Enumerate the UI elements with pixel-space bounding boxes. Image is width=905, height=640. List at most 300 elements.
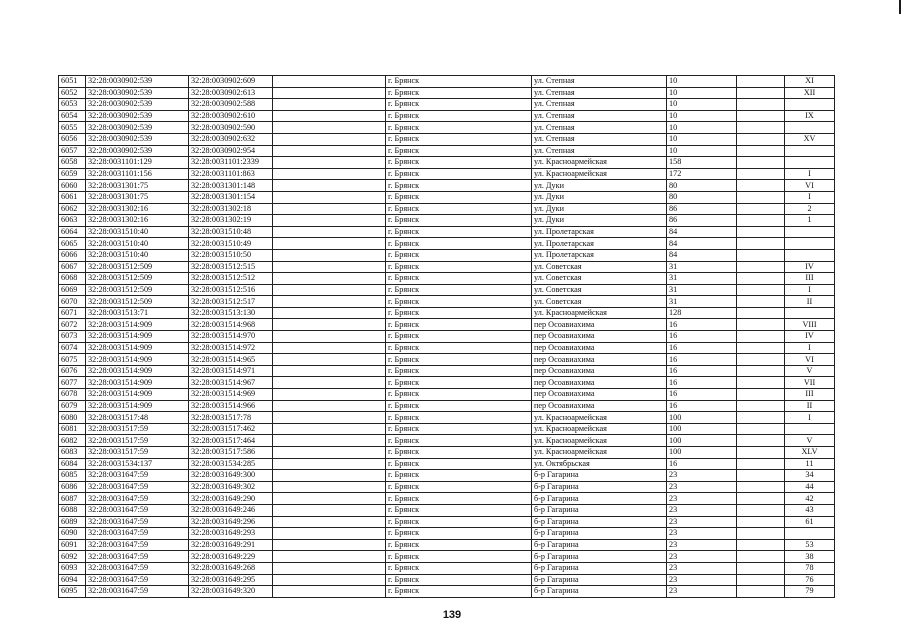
flat-number-cell: 42	[785, 493, 835, 505]
empty-cell	[273, 562, 386, 574]
table-row	[59, 400, 835, 412]
cadastral-number-cell: 32:28:0031649:268	[189, 562, 273, 574]
parent-cadastral-number-cell: 32:28:0031647:59	[86, 528, 189, 540]
city-cell: г. Брянск	[386, 504, 532, 516]
house-number-cell: 23	[667, 574, 737, 586]
house-number-cell: 128	[667, 307, 737, 319]
street-cell: ул. Красноармейская	[532, 412, 667, 424]
house-number-cell: 23	[667, 586, 737, 598]
street-cell: ул. Степная	[532, 99, 667, 111]
building-cell	[737, 342, 785, 354]
house-number-cell: 16	[667, 342, 737, 354]
empty-cell	[273, 458, 386, 470]
row-number-cell: 6084	[59, 458, 86, 470]
house-number-cell: 16	[667, 400, 737, 412]
street-cell: ул. Дуки	[532, 203, 667, 215]
flat-number-cell: 76	[785, 574, 835, 586]
building-cell	[737, 377, 785, 389]
house-number-cell: 10	[667, 122, 737, 134]
cadastral-number-cell: 32:28:0031301:148	[189, 180, 273, 192]
street-cell: б-р Гагарина	[532, 551, 667, 563]
city-cell: г. Брянск	[386, 562, 532, 574]
building-cell	[737, 389, 785, 401]
table-row	[59, 389, 835, 401]
row-number-cell: 6058	[59, 157, 86, 169]
building-cell	[737, 76, 785, 88]
row-number-cell: 6090	[59, 528, 86, 540]
table-row	[59, 528, 835, 540]
table-row	[59, 412, 835, 424]
building-cell	[737, 157, 785, 169]
empty-cell	[273, 470, 386, 482]
flat-number-cell	[785, 226, 835, 238]
building-cell	[737, 133, 785, 145]
cadastral-number-cell: 32:28:0030902:632	[189, 133, 273, 145]
flat-number-cell: IX	[785, 110, 835, 122]
flat-number-cell: IV	[785, 261, 835, 273]
parent-cadastral-number-cell: 32:28:0031647:59	[86, 481, 189, 493]
table-row	[59, 122, 835, 134]
street-cell: ул. Дуки	[532, 215, 667, 227]
street-cell: ул. Пролетарская	[532, 249, 667, 261]
table-row	[59, 238, 835, 250]
empty-cell	[273, 180, 386, 192]
table-row	[59, 273, 835, 285]
city-cell: г. Брянск	[386, 528, 532, 540]
empty-cell	[273, 377, 386, 389]
city-cell: г. Брянск	[386, 203, 532, 215]
cadastral-number-cell: 32:28:0031517:586	[189, 447, 273, 459]
parent-cadastral-number-cell: 32:28:0031647:59	[86, 516, 189, 528]
building-cell	[737, 226, 785, 238]
house-number-cell: 16	[667, 365, 737, 377]
flat-number-cell: XV	[785, 133, 835, 145]
flat-number-cell: 44	[785, 481, 835, 493]
city-cell: г. Брянск	[386, 226, 532, 238]
house-number-cell: 31	[667, 284, 737, 296]
empty-cell	[273, 226, 386, 238]
city-cell: г. Брянск	[386, 157, 532, 169]
table-row	[59, 133, 835, 145]
row-number-cell: 6085	[59, 470, 86, 482]
empty-cell	[273, 389, 386, 401]
empty-cell	[273, 284, 386, 296]
house-number-cell: 100	[667, 423, 737, 435]
parent-cadastral-number-cell: 32:28:0031512:509	[86, 273, 189, 285]
street-cell: пер Осоавиахима	[532, 400, 667, 412]
row-number-cell: 6072	[59, 319, 86, 331]
parent-cadastral-number-cell: 32:28:0031510:40	[86, 249, 189, 261]
city-cell: г. Брянск	[386, 412, 532, 424]
table-row	[59, 215, 835, 227]
table-row	[59, 481, 835, 493]
flat-number-cell: III	[785, 273, 835, 285]
table-row	[59, 493, 835, 505]
city-cell: г. Брянск	[386, 76, 532, 88]
city-cell: г. Брянск	[386, 87, 532, 99]
empty-cell	[273, 238, 386, 250]
empty-cell	[273, 574, 386, 586]
row-number-cell: 6095	[59, 586, 86, 598]
building-cell	[737, 365, 785, 377]
table-row	[59, 447, 835, 459]
table-row	[59, 377, 835, 389]
city-cell: г. Брянск	[386, 122, 532, 134]
cadastral-number-cell: 32:28:0031301:154	[189, 191, 273, 203]
street-cell: б-р Гагарина	[532, 574, 667, 586]
building-cell	[737, 331, 785, 343]
empty-cell	[273, 423, 386, 435]
street-cell: б-р Гагарина	[532, 539, 667, 551]
cadastral-number-cell: 32:28:0031649:293	[189, 528, 273, 540]
city-cell: г. Брянск	[386, 470, 532, 482]
flat-number-cell: 38	[785, 551, 835, 563]
cadastral-number-cell: 32:28:0031649:295	[189, 574, 273, 586]
building-cell	[737, 447, 785, 459]
flat-number-cell: XI	[785, 76, 835, 88]
flat-number-cell: XII	[785, 87, 835, 99]
street-cell: пер Осоавиахима	[532, 389, 667, 401]
house-number-cell: 16	[667, 354, 737, 366]
row-number-cell: 6092	[59, 551, 86, 563]
street-cell: пер Осоавиахима	[532, 331, 667, 343]
city-cell: г. Брянск	[386, 458, 532, 470]
row-number-cell: 6089	[59, 516, 86, 528]
house-number-cell: 31	[667, 273, 737, 285]
street-cell: ул. Степная	[532, 133, 667, 145]
parent-cadastral-number-cell: 32:28:0030902:539	[86, 76, 189, 88]
cadastral-number-cell: 32:28:0031512:512	[189, 273, 273, 285]
empty-cell	[273, 249, 386, 261]
building-cell	[737, 110, 785, 122]
street-cell: ул. Советская	[532, 284, 667, 296]
table-row	[59, 365, 835, 377]
empty-cell	[273, 191, 386, 203]
margin-mark	[899, 0, 901, 14]
flat-number-cell: VIII	[785, 319, 835, 331]
table-row	[59, 458, 835, 470]
flat-number-cell	[785, 528, 835, 540]
parent-cadastral-number-cell: 32:28:0031510:40	[86, 226, 189, 238]
house-number-cell: 10	[667, 99, 737, 111]
street-cell: пер Осоавиахима	[532, 365, 667, 377]
flat-number-cell	[785, 249, 835, 261]
street-cell: б-р Гагарина	[532, 493, 667, 505]
city-cell: г. Брянск	[386, 377, 532, 389]
house-number-cell: 172	[667, 168, 737, 180]
house-number-cell: 16	[667, 389, 737, 401]
cadastral-number-cell: 32:28:0031302:18	[189, 203, 273, 215]
cadastral-number-cell: 32:28:0031512:517	[189, 296, 273, 308]
street-cell: б-р Гагарина	[532, 562, 667, 574]
flat-number-cell: 11	[785, 458, 835, 470]
house-number-cell: 16	[667, 331, 737, 343]
row-number-cell: 6078	[59, 389, 86, 401]
street-cell: ул. Степная	[532, 87, 667, 99]
empty-cell	[273, 551, 386, 563]
street-cell: б-р Гагарина	[532, 481, 667, 493]
table-row	[59, 249, 835, 261]
row-number-cell: 6067	[59, 261, 86, 273]
cadastral-number-cell: 32:28:0031513:130	[189, 307, 273, 319]
row-number-cell: 6079	[59, 400, 86, 412]
empty-cell	[273, 435, 386, 447]
table-row	[59, 296, 835, 308]
building-cell	[737, 562, 785, 574]
flat-number-cell: 79	[785, 586, 835, 598]
table-row	[59, 562, 835, 574]
row-number-cell: 6064	[59, 226, 86, 238]
flat-number-cell: VI	[785, 354, 835, 366]
row-number-cell: 6087	[59, 493, 86, 505]
building-cell	[737, 249, 785, 261]
street-cell: ул. Степная	[532, 76, 667, 88]
flat-number-cell: I	[785, 412, 835, 424]
street-cell: ул. Красноармейская	[532, 423, 667, 435]
building-cell	[737, 551, 785, 563]
parent-cadastral-number-cell: 32:28:0031517:59	[86, 447, 189, 459]
building-cell	[737, 586, 785, 598]
street-cell: ул. Советская	[532, 261, 667, 273]
empty-cell	[273, 504, 386, 516]
city-cell: г. Брянск	[386, 215, 532, 227]
flat-number-cell	[785, 307, 835, 319]
parent-cadastral-number-cell: 32:28:0031647:59	[86, 493, 189, 505]
city-cell: г. Брянск	[386, 319, 532, 331]
street-cell: пер Осоавиахима	[532, 377, 667, 389]
city-cell: г. Брянск	[386, 307, 532, 319]
building-cell	[737, 458, 785, 470]
building-cell	[737, 238, 785, 250]
cadastral-number-cell: 32:28:0030902:588	[189, 99, 273, 111]
cadastral-number-cell: 32:28:0031649:302	[189, 481, 273, 493]
row-number-cell: 6088	[59, 504, 86, 516]
parent-cadastral-number-cell: 32:28:0031647:59	[86, 539, 189, 551]
house-number-cell: 23	[667, 504, 737, 516]
empty-cell	[273, 331, 386, 343]
parent-cadastral-number-cell: 32:28:0031512:509	[86, 261, 189, 273]
city-cell: г. Брянск	[386, 447, 532, 459]
parent-cadastral-number-cell: 32:28:0031517:59	[86, 423, 189, 435]
house-number-cell: 23	[667, 516, 737, 528]
city-cell: г. Брянск	[386, 284, 532, 296]
house-number-cell: 84	[667, 226, 737, 238]
flat-number-cell: V	[785, 435, 835, 447]
parent-cadastral-number-cell: 32:28:0031512:509	[86, 296, 189, 308]
table-row	[59, 504, 835, 516]
table-row	[59, 191, 835, 203]
house-number-cell: 23	[667, 528, 737, 540]
building-cell	[737, 122, 785, 134]
building-cell	[737, 528, 785, 540]
building-cell	[737, 481, 785, 493]
flat-number-cell: VII	[785, 377, 835, 389]
building-cell	[737, 180, 785, 192]
row-number-cell: 6051	[59, 76, 86, 88]
row-number-cell: 6086	[59, 481, 86, 493]
flat-number-cell	[785, 122, 835, 134]
building-cell	[737, 296, 785, 308]
house-number-cell: 80	[667, 191, 737, 203]
cadastral-number-cell: 32:28:0031517:464	[189, 435, 273, 447]
parent-cadastral-number-cell: 32:28:0031514:909	[86, 365, 189, 377]
cadastral-number-cell: 32:28:0031101:863	[189, 168, 273, 180]
street-cell: ул. Степная	[532, 122, 667, 134]
city-cell: г. Брянск	[386, 365, 532, 377]
cadastral-number-cell: 32:28:0031514:966	[189, 400, 273, 412]
city-cell: г. Брянск	[386, 354, 532, 366]
row-number-cell: 6057	[59, 145, 86, 157]
row-number-cell: 6077	[59, 377, 86, 389]
house-number-cell: 100	[667, 447, 737, 459]
table-row	[59, 574, 835, 586]
row-number-cell: 6091	[59, 539, 86, 551]
parent-cadastral-number-cell: 32:28:0030902:539	[86, 122, 189, 134]
city-cell: г. Брянск	[386, 435, 532, 447]
parent-cadastral-number-cell: 32:28:0031514:909	[86, 377, 189, 389]
flat-number-cell: III	[785, 389, 835, 401]
empty-cell	[273, 273, 386, 285]
empty-cell	[273, 99, 386, 111]
cadastral-number-cell: 32:28:0031514:969	[189, 389, 273, 401]
empty-cell	[273, 481, 386, 493]
house-number-cell: 10	[667, 76, 737, 88]
empty-cell	[273, 307, 386, 319]
house-number-cell: 84	[667, 249, 737, 261]
parent-cadastral-number-cell: 32:28:0031534:137	[86, 458, 189, 470]
cadastral-number-cell: 32:28:0031517:462	[189, 423, 273, 435]
street-cell: б-р Гагарина	[532, 528, 667, 540]
city-cell: г. Брянск	[386, 493, 532, 505]
building-cell	[737, 215, 785, 227]
row-number-cell: 6068	[59, 273, 86, 285]
parent-cadastral-number-cell: 32:28:0031514:909	[86, 354, 189, 366]
table-row	[59, 87, 835, 99]
street-cell: пер Осоавиахима	[532, 354, 667, 366]
cadastral-number-cell: 32:28:0031649:229	[189, 551, 273, 563]
flat-number-cell: 53	[785, 539, 835, 551]
cadastral-number-cell: 32:28:0031514:965	[189, 354, 273, 366]
city-cell: г. Брянск	[386, 180, 532, 192]
cadastral-number-cell: 32:28:0030902:610	[189, 110, 273, 122]
cadastral-number-cell: 32:28:0031649:291	[189, 539, 273, 551]
row-number-cell: 6066	[59, 249, 86, 261]
empty-cell	[273, 76, 386, 88]
city-cell: г. Брянск	[386, 168, 532, 180]
house-number-cell: 23	[667, 493, 737, 505]
street-cell: пер Осоавиахима	[532, 342, 667, 354]
table-row	[59, 203, 835, 215]
city-cell: г. Брянск	[386, 331, 532, 343]
city-cell: г. Брянск	[386, 110, 532, 122]
street-cell: ул. Пролетарская	[532, 226, 667, 238]
parent-cadastral-number-cell: 32:28:0031647:59	[86, 470, 189, 482]
building-cell	[737, 168, 785, 180]
empty-cell	[273, 400, 386, 412]
row-number-cell: 6069	[59, 284, 86, 296]
table-row	[59, 261, 835, 273]
row-number-cell: 6073	[59, 331, 86, 343]
flat-number-cell: I	[785, 191, 835, 203]
row-number-cell: 6080	[59, 412, 86, 424]
row-number-cell: 6063	[59, 215, 86, 227]
house-number-cell: 80	[667, 180, 737, 192]
empty-cell	[273, 342, 386, 354]
cadastral-number-cell: 32:28:0031512:516	[189, 284, 273, 296]
city-cell: г. Брянск	[386, 191, 532, 203]
city-cell: г. Брянск	[386, 400, 532, 412]
city-cell: г. Брянск	[386, 516, 532, 528]
parent-cadastral-number-cell: 32:28:0031301:75	[86, 180, 189, 192]
house-number-cell: 23	[667, 470, 737, 482]
empty-cell	[273, 516, 386, 528]
table-row	[59, 319, 835, 331]
table-row	[59, 99, 835, 111]
building-cell	[737, 99, 785, 111]
row-number-cell: 6070	[59, 296, 86, 308]
city-cell: г. Брянск	[386, 249, 532, 261]
parent-cadastral-number-cell: 32:28:0031513:71	[86, 307, 189, 319]
table-row	[59, 539, 835, 551]
table-row	[59, 342, 835, 354]
street-cell: б-р Гагарина	[532, 516, 667, 528]
parent-cadastral-number-cell: 32:28:0031647:59	[86, 504, 189, 516]
empty-cell	[273, 261, 386, 273]
row-number-cell: 6060	[59, 180, 86, 192]
table-row	[59, 284, 835, 296]
empty-cell	[273, 133, 386, 145]
cadastral-number-cell: 32:28:0030902:954	[189, 145, 273, 157]
parent-cadastral-number-cell: 32:28:0031647:59	[86, 586, 189, 598]
row-number-cell: 6082	[59, 435, 86, 447]
building-cell	[737, 493, 785, 505]
building-cell	[737, 470, 785, 482]
table-row	[59, 180, 835, 192]
empty-cell	[273, 296, 386, 308]
cadastral-number-cell: 32:28:0031649:246	[189, 504, 273, 516]
cadastral-number-cell: 32:28:0031649:300	[189, 470, 273, 482]
empty-cell	[273, 145, 386, 157]
table-row	[59, 145, 835, 157]
house-number-cell: 16	[667, 319, 737, 331]
building-cell	[737, 261, 785, 273]
flat-number-cell: I	[785, 284, 835, 296]
cadastral-number-cell: 32:28:0031512:515	[189, 261, 273, 273]
flat-number-cell: II	[785, 296, 835, 308]
house-number-cell: 31	[667, 261, 737, 273]
parent-cadastral-number-cell: 32:28:0031302:16	[86, 203, 189, 215]
cadastral-number-cell: 32:28:0031514:970	[189, 331, 273, 343]
flat-number-cell	[785, 145, 835, 157]
house-number-cell: 23	[667, 539, 737, 551]
house-number-cell: 16	[667, 458, 737, 470]
parent-cadastral-number-cell: 32:28:0030902:539	[86, 110, 189, 122]
house-number-cell: 84	[667, 238, 737, 250]
street-cell: ул. Советская	[532, 273, 667, 285]
row-number-cell: 6083	[59, 447, 86, 459]
building-cell	[737, 273, 785, 285]
table-row	[59, 516, 835, 528]
flat-number-cell	[785, 423, 835, 435]
flat-number-cell: 2	[785, 203, 835, 215]
house-number-cell: 100	[667, 435, 737, 447]
flat-number-cell: IV	[785, 331, 835, 343]
row-number-cell: 6052	[59, 87, 86, 99]
house-number-cell: 158	[667, 157, 737, 169]
table-row	[59, 307, 835, 319]
city-cell: г. Брянск	[386, 389, 532, 401]
cadastral-number-cell: 32:28:0031649:320	[189, 586, 273, 598]
